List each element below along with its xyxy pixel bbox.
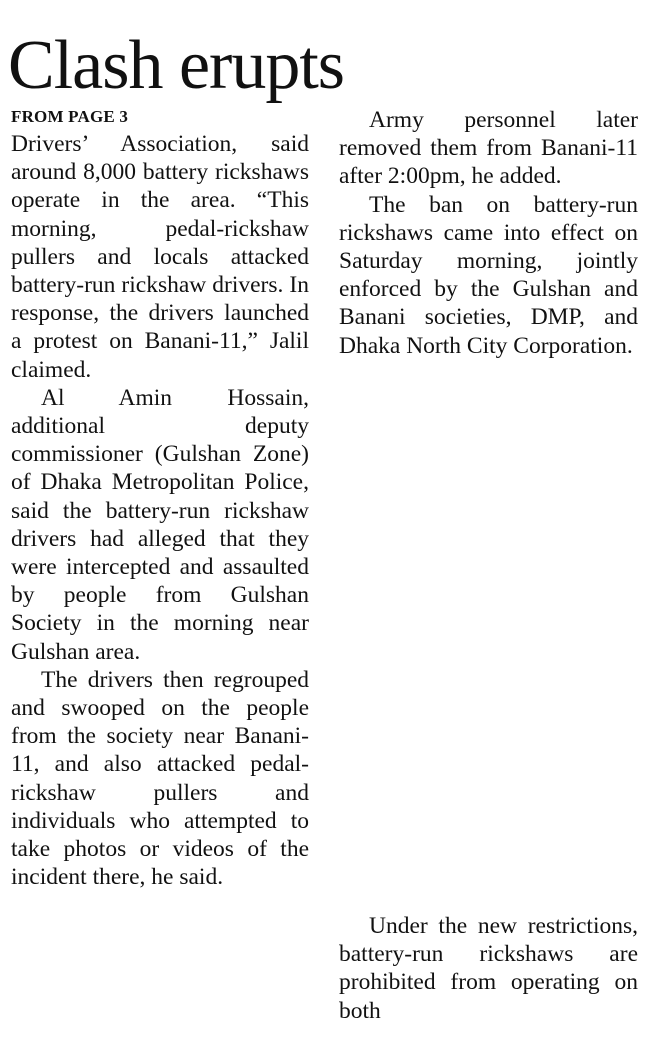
paragraph-army-personnel: Army personnel later removed them from Banani-11 after 2:00pm, he added. [339,107,638,190]
headline: Clash erupts [8,27,345,104]
jump-label: FROM PAGE 3 [11,107,129,126]
paragraph-regrouped: The drivers then regrouped and swooped on the people from the society near Banani-11, and also attacked pedal-rickshaw pullers and individuals who attempted to take photos or videos of the incident there, he said. [11,666,309,891]
paragraph-police-statement: Al Amin Hossain, additional deputy commissioner (Gulshan Zone) of Dhaka Metropolitan Police, said the battery-run rickshaw drivers had alleged that they were intercepted and assaulted by people from Gulshan Society in the morning near Gulshan area. [11,384,309,665]
article-column-left [11,130,309,891]
paragraph-new-restrictions: Under the new restrictions, battery-run rickshaws are prohibited from operating on both [339,913,638,1024]
paragraph-ban-effect: The ban on battery-run rickshaws came into effect on Saturday morning, jointly enforced by the Gulshan and Banani societies, DMP, and Dhaka North City Corporation. [339,191,638,359]
article-column-right-continued [339,912,638,1025]
paragraph-continuation: Drivers’ Association, said around 8,000 battery rickshaws operate in the area. “This morning, pedal-rickshaw pullers and locals attacked battery-run rickshaw drivers. In response, the drivers launched a protest on Banani-11,” Jalil claimed. [11,131,309,383]
article-column-right [339,106,638,360]
